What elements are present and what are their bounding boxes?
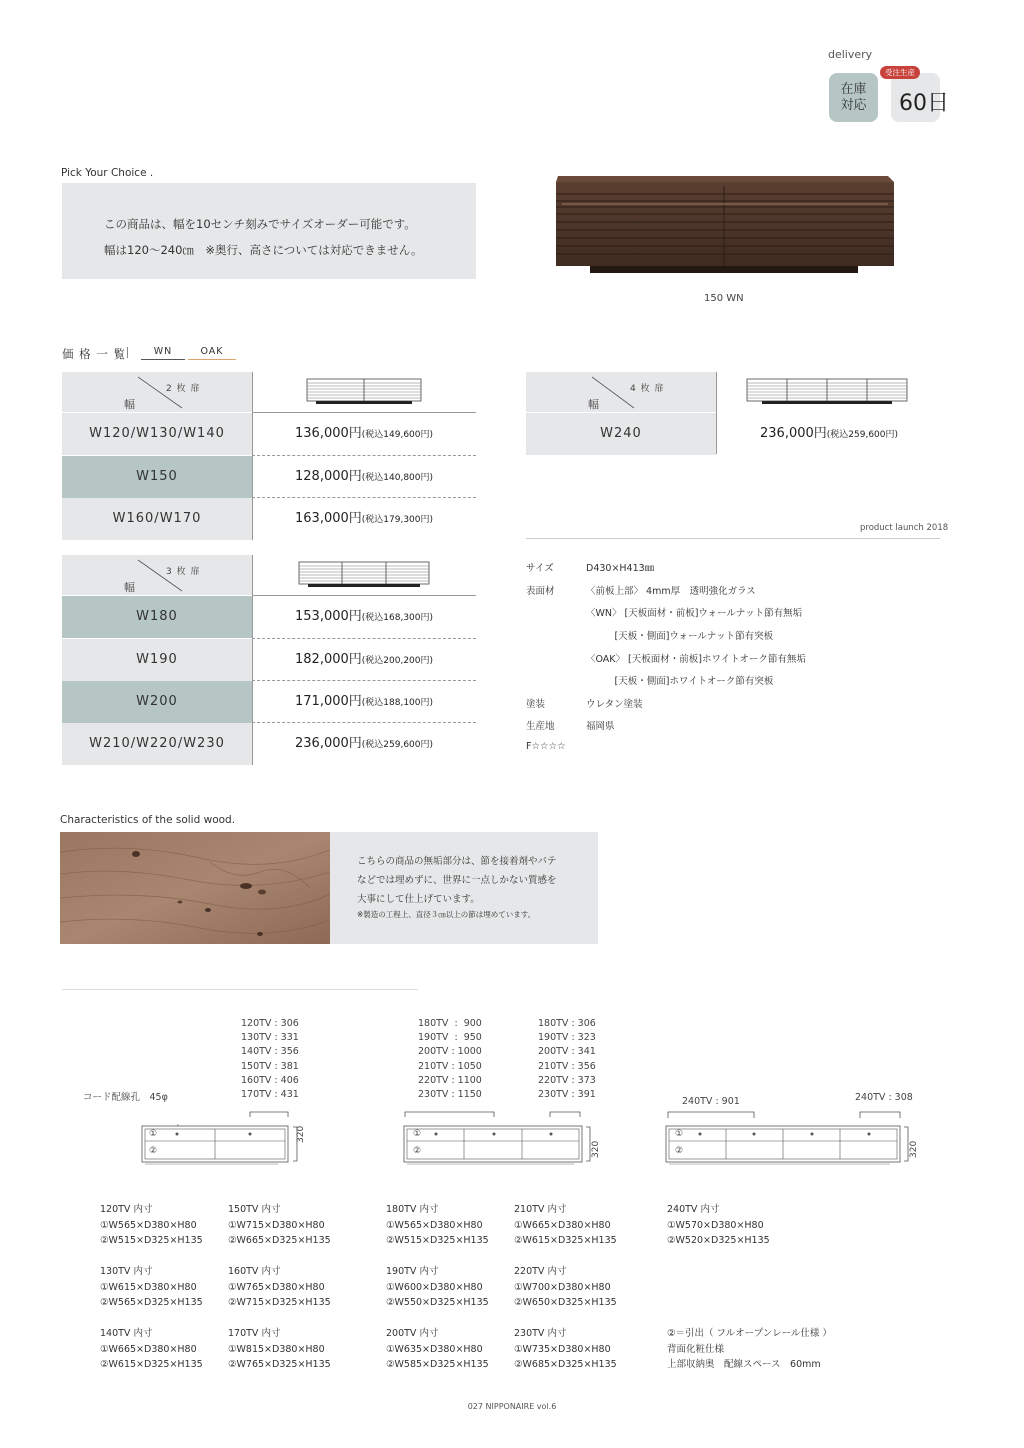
spec-value: 〈WN〉 [天板面材・前板]ウォールナット節有無垢 — [586, 608, 803, 619]
characteristics-note: ※製造の工程上、直径３㎝以上の節は埋めています。 — [357, 910, 536, 919]
drawer-2-label: ② — [149, 1146, 158, 1156]
inner-size-drawer2: ②W665×D325×H135 — [228, 1235, 331, 1246]
price-table-3-doors — [62, 555, 476, 765]
tab-wn[interactable]: WN — [141, 346, 185, 360]
row-price — [760, 413, 898, 455]
inner-size-title: 120TV 内寸 — [100, 1204, 153, 1215]
stock-line2: 対応 — [840, 98, 867, 113]
inner-size-title: 200TV 内寸 — [386, 1328, 439, 1339]
pick-line2: 幅は120〜240㎝ ※奥行、高さについては対応できません。 — [104, 243, 423, 257]
inner-size-drawer1: ①W600×D380×H80 — [386, 1281, 483, 1293]
cabinet-front-diagram-3-door — [402, 1102, 590, 1166]
inner-size-drawer2: ②W685×D325×H135 — [514, 1359, 617, 1370]
characteristics-line3: 大事にして仕上げています。 — [357, 894, 480, 905]
price-tax: (税込259,600円) — [361, 740, 434, 750]
characteristics-line1: こちらの商品の無垢部分は、節を接着剤やパテ — [357, 856, 557, 867]
pick-box — [62, 183, 476, 279]
row-price — [295, 456, 433, 498]
spec-divider — [526, 538, 940, 539]
row-width: W180 — [62, 596, 252, 638]
inner-size-block — [228, 1264, 331, 1311]
spec-value: [天板・側面]ウォールナット節有突板 — [586, 631, 774, 642]
price-value: 128,000円 — [295, 469, 362, 484]
spec-key: 塗装 — [526, 699, 546, 710]
drawer-2-label: ② — [675, 1146, 684, 1156]
pick-title: Pick Your Choice . — [61, 167, 154, 179]
row-width: W150 — [62, 456, 252, 498]
inner-size-block — [386, 1264, 489, 1311]
pick-line1: この商品は、幅を10センチ刻みでサイズオーダー可能です。 — [104, 217, 416, 231]
width-label: 幅 — [124, 581, 135, 594]
drawer-1-label: ① — [675, 1129, 684, 1139]
inner-size-block — [386, 1202, 489, 1249]
row-price — [295, 723, 433, 765]
cord-hole-label: コード配線孔 45φ — [83, 1092, 168, 1103]
depth-list-180-230: 180TV : 306 190TV : 323 200TV : 341 210TV : 356 220TV : 373 230TV : 391 — [538, 1018, 596, 1101]
inner-size-drawer1: ①W665×D380×H80 — [514, 1219, 611, 1231]
drawer-1-label: ① — [149, 1129, 158, 1139]
inner-size-block — [100, 1326, 203, 1373]
price-tax: (税込149,600円) — [361, 430, 434, 440]
inner-size-title: 240TV 内寸 — [667, 1204, 720, 1215]
price-table-2-doors — [62, 372, 476, 540]
price-value: 236,000円 — [760, 426, 827, 441]
price-list-title: 価 格 一 覧 — [62, 347, 126, 361]
inner-size-drawer2: ②W515×D325×H135 — [100, 1235, 203, 1246]
price-value: 236,000円 — [295, 736, 362, 751]
table-row — [62, 639, 476, 681]
price-title-separator — [127, 347, 128, 358]
inner-size-title: 180TV 内寸 — [386, 1204, 439, 1215]
diagonal-line — [526, 372, 716, 412]
spec-value: [天板・側面]ホワイトオーク節有突板 — [586, 676, 774, 687]
note-wiring-space: 上部収納奥 配線スペース 60mm — [667, 1359, 821, 1370]
inner-size-drawer2: ②W715×D325×H135 — [228, 1297, 331, 1308]
row-width: W200 — [62, 681, 252, 723]
table-row — [526, 413, 940, 455]
four-door-sideboard-icon — [746, 378, 910, 406]
price-tax: (税込200,200円) — [361, 656, 434, 666]
door-count: 4 枚 扉 — [630, 384, 665, 394]
delivery-label: delivery — [828, 48, 873, 61]
price-value: 136,000円 — [295, 426, 362, 441]
inner-size-drawer2: ②W515×D325×H135 — [386, 1235, 489, 1246]
spec-value: 〈OAK〉 [天板面材・前板]ホワイトオーク節有無垢 — [586, 654, 806, 665]
spec-key: 生産地 — [526, 721, 555, 732]
price-table-4-doors — [526, 372, 940, 454]
spec-value: 福岡県 — [586, 721, 615, 732]
product-image — [554, 170, 894, 276]
table-row — [62, 413, 476, 455]
note-drawer-rail: ②＝引出（ フルオープンレール仕様 ） — [667, 1328, 832, 1339]
inner-size-drawer2: ②W615×D325×H135 — [514, 1235, 617, 1246]
cabinet-front-diagram-2-door — [140, 1102, 290, 1166]
characteristics-line2: などでは埋めずに、世界に一点しかない質感を — [357, 875, 557, 886]
spec-key: 表面材 — [526, 586, 555, 597]
inner-size-drawer2: ②W650×D325×H135 — [514, 1297, 617, 1308]
inner-size-drawer1: ①W565×D380×H80 — [100, 1219, 197, 1231]
table-row — [62, 498, 476, 540]
diagonal-line — [62, 555, 252, 595]
row-width: W190 — [62, 639, 252, 681]
row-price — [295, 681, 433, 723]
inner-size-title: 170TV 内寸 — [228, 1328, 281, 1339]
two-door-sideboard-icon — [306, 378, 424, 406]
inner-size-title: 190TV 内寸 — [386, 1266, 439, 1277]
inner-size-drawer1: ①W635×D380×H80 — [386, 1343, 483, 1355]
section-divider — [62, 989, 418, 990]
inner-size-drawer2: ②W765×D325×H135 — [228, 1359, 331, 1370]
drawer-2-label: ② — [413, 1146, 422, 1156]
door-count: 2 枚 扉 — [166, 384, 201, 394]
product-caption: 150 WN — [704, 293, 744, 304]
inner-size-title: 130TV 内寸 — [100, 1266, 153, 1277]
depth-label-240: 240TV : 308 — [855, 1092, 913, 1103]
characteristics-title: Characteristics of the solid wood. — [60, 814, 236, 826]
row-price — [295, 596, 433, 638]
page-footer: 027 NIPPONAIRE vol.6 — [467, 1402, 557, 1411]
inner-size-drawer2: ②W520×D325×H135 — [667, 1235, 770, 1246]
width-list-180-230: 180TV : 900 190TV : 950 200TV : 1000 210TV : 1050 220TV : 1100 230TV : 1150 — [418, 1018, 482, 1101]
row-price — [295, 413, 433, 455]
price-tax: (税込259,600円) — [826, 430, 899, 440]
inner-size-block — [514, 1326, 617, 1373]
inner-size-title: 150TV 内寸 — [228, 1204, 281, 1215]
price-tax: (税込140,800円) — [361, 473, 434, 483]
inner-size-block — [100, 1202, 203, 1249]
spec-value: D430×H413㎜ — [586, 563, 655, 574]
stock-line1: 在庫 — [840, 82, 867, 97]
inner-size-drawer1: ①W765×D380×H80 — [228, 1281, 325, 1293]
inner-size-title: 210TV 内寸 — [514, 1204, 567, 1215]
width-label-240: 240TV : 901 — [682, 1096, 740, 1107]
delivery-days: 60日 — [899, 91, 949, 116]
inner-size-drawer1: ①W715×D380×H80 — [228, 1219, 325, 1231]
inner-size-title: 220TV 内寸 — [514, 1266, 567, 1277]
wood-grain-photo — [60, 832, 330, 944]
table-row — [62, 681, 476, 723]
price-tax: (税込188,100円) — [361, 698, 434, 708]
width-label: 幅 — [124, 398, 135, 411]
table-row — [62, 723, 476, 765]
tab-oak[interactable]: OAK — [188, 346, 236, 360]
inner-size-drawer2: ②W615×D325×H135 — [100, 1359, 203, 1370]
width-label: 幅 — [588, 398, 599, 411]
inner-size-title: 160TV 内寸 — [228, 1266, 281, 1277]
inner-size-block — [228, 1326, 331, 1373]
formaldehyde-rating: F☆☆☆☆ — [526, 741, 566, 752]
inner-size-drawer1: ①W570×D380×H80 — [667, 1219, 764, 1231]
row-width: W160/W170 — [62, 498, 252, 540]
cabinet-front-diagram-4-door — [664, 1104, 904, 1166]
spec-value: ウレタン塗装 — [586, 699, 643, 710]
three-door-sideboard-icon — [298, 561, 432, 589]
spec-notes — [667, 1326, 832, 1373]
table-row — [62, 456, 476, 498]
height-label: 320 — [296, 1125, 306, 1143]
price-value: 163,000円 — [295, 511, 362, 526]
inner-size-drawer1: ①W615×D380×H80 — [100, 1281, 197, 1293]
inner-size-drawer1: ①W565×D380×H80 — [386, 1219, 483, 1231]
inner-size-block — [514, 1202, 617, 1249]
inner-size-title: 140TV 内寸 — [100, 1328, 153, 1339]
price-tax: (税込179,300円) — [361, 515, 434, 525]
height-label: 320 — [591, 1140, 601, 1158]
spec-value: 〈前板上部〉 4mm厚 透明強化ガラス — [586, 586, 756, 597]
price-value: 153,000円 — [295, 609, 362, 624]
drawer-1-label: ① — [413, 1129, 422, 1139]
price-value: 182,000円 — [295, 652, 362, 667]
inner-size-block — [100, 1264, 203, 1311]
inner-size-block — [228, 1202, 331, 1249]
order-production-badge: 受注生産 — [880, 66, 920, 79]
inner-size-drawer1: ①W735×D380×H80 — [514, 1343, 611, 1355]
table-row — [62, 596, 476, 638]
inner-size-block — [667, 1202, 770, 1249]
diagonal-line — [62, 372, 252, 412]
inner-size-drawer1: ①W700×D380×H80 — [514, 1281, 611, 1293]
price-tax: (税込168,300円) — [361, 613, 434, 623]
inner-size-drawer2: ②W550×D325×H135 — [386, 1297, 489, 1308]
row-width: W120/W130/W140 — [62, 413, 252, 455]
stock-badge — [829, 73, 878, 122]
row-width: W240 — [526, 413, 716, 455]
height-label: 320 — [909, 1140, 919, 1158]
note-back-finish: 背面化粧仕様 — [667, 1343, 725, 1355]
depth-list-120-170: 120TV : 306 130TV : 331 140TV : 356 150TV : 381 160TV : 406 170TV : 431 — [241, 1018, 299, 1101]
product-launch: product launch 2018 — [860, 523, 949, 533]
door-count: 3 枚 扉 — [166, 567, 201, 577]
row-price — [295, 498, 433, 540]
spec-key: サイズ — [526, 563, 554, 574]
price-value: 171,000円 — [295, 694, 362, 709]
inner-size-block — [514, 1264, 617, 1311]
inner-size-drawer1: ①W665×D380×H80 — [100, 1343, 197, 1355]
row-width: W210/W220/W230 — [62, 723, 252, 765]
inner-size-drawer1: ①W815×D380×H80 — [228, 1343, 325, 1355]
inner-size-title: 230TV 内寸 — [514, 1328, 567, 1339]
inner-size-block — [386, 1326, 489, 1373]
inner-size-drawer2: ②W565×D325×H135 — [100, 1297, 203, 1308]
inner-size-drawer2: ②W585×D325×H135 — [386, 1359, 489, 1370]
row-price — [295, 639, 433, 681]
characteristics-box — [330, 832, 598, 944]
